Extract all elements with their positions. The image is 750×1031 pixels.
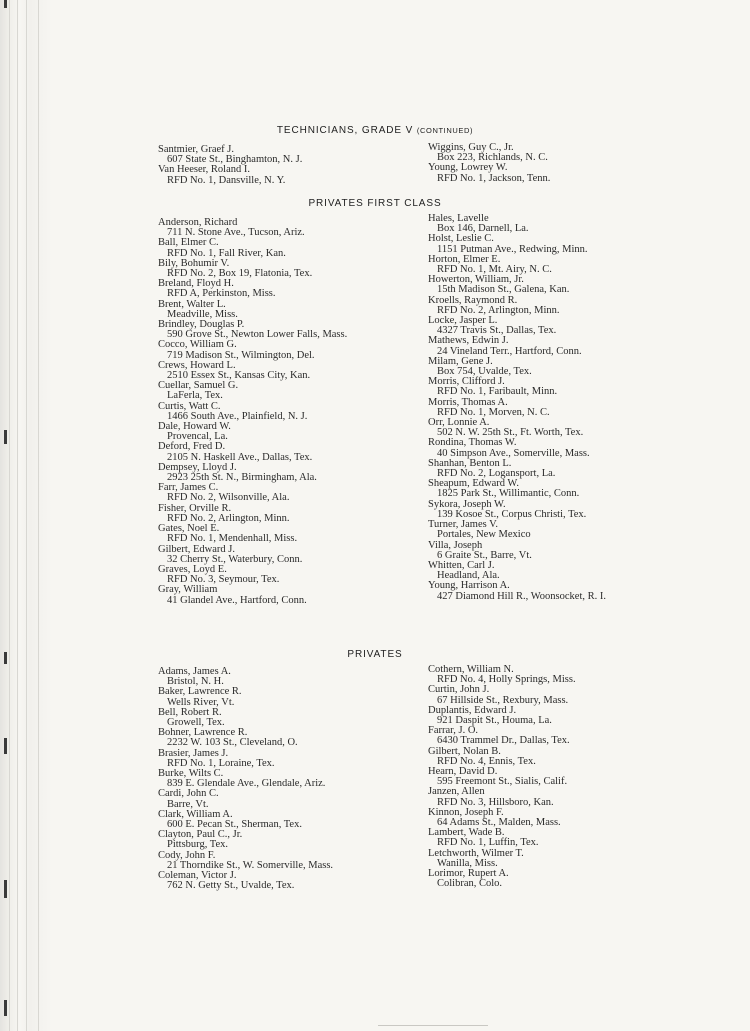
list-item [158, 789, 333, 809]
entry-address: 6430 Trammel Dr., Dallas, Tex. [437, 735, 570, 747]
entry-name: Dale, Howard W. [158, 421, 231, 433]
entry-address: 921 Daspit St., Houma, La. [437, 715, 552, 727]
entry-address: Box 223, Richlands, N. C. [437, 152, 548, 164]
entry-address: 2232 W. 103 St., Cleveland, O. [167, 737, 298, 749]
list-item [428, 561, 606, 581]
entry-name: Milam, Gene J. [428, 355, 493, 367]
list-item [158, 687, 333, 707]
list-item [158, 381, 347, 401]
entry-name: Morris, Clifford J. [428, 376, 505, 388]
entry-address: RFD A, Perkinston, Miss. [167, 288, 276, 300]
list-item [158, 728, 333, 748]
list-item [158, 667, 333, 687]
entry-name: Locke, Jasper L. [428, 315, 498, 327]
binding-line [9, 0, 10, 1031]
list-item [158, 340, 347, 360]
privates-title: PRIVATES [347, 649, 403, 660]
entry-address: LaFerla, Tex. [167, 390, 223, 402]
list-item [158, 524, 347, 544]
privates-right-column [428, 665, 576, 889]
technicians-right-column [428, 143, 550, 184]
pfc-left-column [158, 218, 347, 606]
binding-line [17, 0, 18, 1031]
list-item [428, 234, 606, 254]
entry-name: Kroells, Raymond R. [428, 294, 518, 306]
list-item [158, 545, 347, 565]
bottom-divider [378, 1025, 488, 1026]
entry-name: Young, Harrison A. [428, 580, 510, 592]
entry-address: RFD No. 1, Fall River, Kan. [167, 247, 286, 259]
entry-name: Farr, James C. [158, 482, 219, 494]
entry-address: RFD No. 4, Ennis, Tex. [437, 755, 536, 767]
entry-name: Deford, Fred D. [158, 441, 226, 453]
entry-address: 21 Thorndike St., W. Somerville, Mass. [167, 859, 334, 871]
entry-name: Cocco, William G. [158, 339, 237, 351]
entry-address: Barre, Vt. [167, 798, 209, 810]
entry-name: Van Heeser, Roland I. [158, 164, 251, 176]
entry-name: Cothern, William N. [428, 664, 514, 675]
entry-address: 1151 Putman Ave., Redwing, Minn. [437, 243, 588, 255]
page-binding-edge [0, 0, 52, 1031]
entry-name: Anderson, Richard [158, 217, 238, 228]
list-item [428, 357, 606, 377]
entry-name: Janzen, Allen [428, 786, 485, 798]
entry-address: 40 Simpson Ave., Somerville, Mass. [437, 447, 590, 459]
entry-address: RFD No. 1, Loraine, Tex. [167, 757, 275, 769]
list-item [428, 581, 606, 601]
entry-address: Wells River, Vt. [167, 696, 235, 708]
list-item [158, 483, 347, 503]
entry-address: RFD No. 1, Mt. Airy, N. C. [437, 264, 552, 276]
list-item [428, 418, 606, 438]
list-item [428, 808, 576, 828]
list-item [158, 218, 347, 238]
entry-address: RFD No. 2, Arlington, Minn. [437, 304, 560, 316]
list-item [428, 828, 576, 848]
entry-name: Duplantis, Edward J. [428, 704, 517, 716]
entry-address: RFD No. 2, Wilsonville, Ala. [167, 492, 290, 504]
entry-name: Gray, William [158, 584, 218, 596]
list-item [428, 747, 576, 767]
entry-address: Wanilla, Miss. [437, 857, 498, 869]
entry-address: RFD No. 1, Mendenhall, Miss. [167, 533, 298, 545]
entry-name: Adams, James A. [158, 666, 231, 677]
entry-address: 1466 South Ave., Plainfield, N. J. [167, 410, 308, 422]
entry-name: Hearn, David D. [428, 766, 498, 778]
entry-name: Coleman, Victor J. [158, 870, 237, 882]
entry-name: Bell, Robert R. [158, 706, 222, 718]
list-item [158, 402, 347, 422]
entry-address: 590 Grove St., Newton Lower Falls, Mass. [167, 329, 348, 341]
entry-address: 719 Madison St., Wilmington, Del. [167, 349, 315, 361]
entry-name: Cuellar, Samuel G. [158, 380, 239, 392]
entry-address: 67 Hillside St., Rexbury, Mass. [437, 694, 569, 706]
entry-name: Lambert, Wade B. [428, 827, 505, 839]
entry-address: Pittsburg, Tex. [167, 839, 229, 851]
list-item [158, 871, 333, 891]
list-item [428, 541, 606, 561]
list-item [428, 479, 606, 499]
list-item [428, 787, 576, 807]
list-item [158, 708, 333, 728]
entry-address: 32 Cherry St., Waterbury, Conn. [167, 553, 303, 565]
list-item [428, 377, 606, 397]
entry-address: Provencal, La. [167, 431, 228, 443]
entry-name: Sykora, Joseph W. [428, 498, 506, 510]
section-heading-privates-first-class [0, 198, 750, 209]
list-item [158, 442, 347, 462]
entry-name: Letchworth, Wilmer T. [428, 847, 524, 859]
entry-address: Portales, New Mexico [437, 529, 531, 541]
entry-name: Breland, Floyd H. [158, 278, 234, 290]
entry-address: 595 Freemont St., Sialis, Calif. [437, 776, 568, 788]
entry-name: Villa, Joseph [428, 539, 483, 551]
entry-name: Hales, Lavelle [428, 213, 489, 224]
entry-name: Whitten, Carl J. [428, 559, 495, 571]
list-item [158, 361, 347, 381]
binding-mark [4, 430, 7, 444]
entry-address: Bristol, N. H. [167, 676, 224, 688]
list-item [428, 275, 606, 295]
binding-mark [4, 738, 7, 754]
entry-address: 41 Glandel Ave., Hartford, Conn. [167, 594, 307, 606]
list-item [158, 279, 347, 299]
list-item [158, 463, 347, 483]
entry-address: Box 146, Darnell, La. [437, 223, 529, 235]
entry-name: Curtin, John J. [428, 684, 490, 696]
entry-address: RFD No. 2, Logansport, La. [437, 468, 556, 480]
entry-name: Kinnon, Joseph F. [428, 806, 504, 818]
entry-name: Farrar, J. O. [428, 725, 479, 737]
entry-address: RFD No. 2, Box 19, Flatonia, Tex. [167, 268, 313, 280]
list-item [428, 685, 576, 705]
binding-line [38, 0, 39, 1031]
entry-address: RFD No. 1, Faribault, Minn. [437, 386, 558, 398]
entry-name: Graves, Loyd E. [158, 563, 227, 575]
entry-name: Dempsey, Lloyd J. [158, 461, 237, 473]
entry-name: Cody, John F. [158, 849, 216, 861]
list-item [158, 165, 302, 185]
entry-name: Baker, Lawrence R. [158, 686, 242, 698]
section-heading-technicians [0, 125, 750, 136]
entry-address: 4327 Travis St., Dallas, Tex. [437, 325, 557, 337]
list-item [428, 143, 550, 163]
entry-name: Orr, Lonnie A. [428, 417, 490, 429]
entry-address: 6 Graite St., Barre, Vt. [437, 549, 532, 561]
entry-address: 839 E. Glendale Ave., Glendale, Ariz. [167, 778, 326, 790]
technicians-title: TECHNICIANS, GRADE V [276, 125, 414, 136]
entry-address: RFD No. 4, Holly Springs, Miss. [437, 674, 576, 686]
list-item [428, 163, 550, 183]
entry-name: Brasier, James J. [158, 747, 229, 759]
list-item [428, 869, 576, 889]
entry-name: Cardi, John C. [158, 788, 219, 800]
entry-address: 2923 25th St. N., Birmingham, Ala. [167, 472, 317, 484]
list-item [158, 300, 347, 320]
list-item [428, 316, 606, 336]
entry-name: Mathews, Edwin J. [428, 335, 509, 347]
entry-name: Fisher, Orville R. [158, 502, 232, 514]
list-item [428, 336, 606, 356]
entry-name: Crews, Howard L. [158, 359, 236, 371]
entry-name: Holst, Leslie C. [428, 233, 494, 245]
binding-mark [4, 0, 7, 8]
entry-name: Rondina, Thomas W. [428, 437, 517, 449]
entry-address: 64 Adams St., Malden, Mass. [437, 817, 561, 829]
entry-address: RFD No. 3, Hillsboro, Kan. [437, 796, 554, 808]
list-item [428, 438, 606, 458]
entry-name: Morris, Thomas A. [428, 396, 508, 408]
pfc-right-column [428, 214, 606, 602]
entry-address: 711 N. Stone Ave., Tucson, Ariz. [167, 227, 305, 239]
list-item [158, 238, 347, 258]
entry-address: 24 Vineland Terr., Hartford, Conn. [437, 345, 582, 357]
list-item [158, 259, 347, 279]
section-heading-privates [0, 649, 750, 660]
entry-address: 762 N. Getty St., Uvalde, Tex. [167, 880, 295, 892]
entry-name: Curtis, Watt C. [158, 400, 221, 412]
binding-line [26, 0, 27, 1031]
entry-address: Meadville, Miss. [167, 308, 238, 320]
entry-address: 502 N. W. 25th St., Ft. Worth, Tex. [437, 427, 584, 439]
entry-address: 600 E. Pecan St., Sherman, Tex. [167, 819, 302, 831]
list-item [428, 849, 576, 869]
entry-name: Gates, Noel E. [158, 523, 220, 535]
entry-name: Howerton, William, Jr. [428, 274, 524, 286]
binding-mark [4, 1000, 7, 1016]
list-item [158, 830, 333, 850]
list-item [428, 459, 606, 479]
entry-name: Horton, Elmer E. [428, 253, 501, 265]
list-item [158, 320, 347, 340]
entry-address: 427 Diamond Hill R., Woonsocket, R. I. [437, 590, 606, 602]
entry-name: Wiggins, Guy C., Jr. [428, 142, 514, 153]
entry-address: Colibran, Colo. [437, 878, 503, 890]
list-item [428, 500, 606, 520]
entry-name: Gilbert, Nolan B. [428, 745, 501, 757]
entry-name: Burke, Wilts C. [158, 768, 224, 780]
entry-address: 2510 Essex St., Kansas City, Kan. [167, 370, 311, 382]
entry-address: 139 Kosoe St., Corpus Christi, Tex. [437, 508, 587, 520]
entry-address: RFD No. 2, Arlington, Minn. [167, 512, 290, 524]
entry-name: Ball, Elmer C. [158, 237, 219, 249]
list-item [428, 706, 576, 726]
entry-address: 607 State St., Binghamton, N. J. [167, 154, 303, 166]
entry-address: RFD No. 1, Jackson, Tenn. [437, 172, 551, 184]
entry-name: Bohner, Lawrence R. [158, 727, 248, 739]
entry-address: Headland, Ala. [437, 570, 500, 582]
entry-address: 1825 Park St., Willimantic, Conn. [437, 488, 580, 500]
privates-left-column [158, 667, 333, 891]
entry-name: Bily, Bohumir V. [158, 257, 230, 269]
list-item [428, 255, 606, 275]
list-item [428, 767, 576, 787]
list-item [158, 585, 347, 605]
binding-mark [4, 880, 7, 898]
entry-name: Santmier, Graef J. [158, 144, 234, 155]
technicians-left-column [158, 145, 302, 186]
entry-name: Sheapum, Edward W. [428, 478, 519, 490]
entry-name: Clark, William A. [158, 808, 233, 820]
list-item [428, 726, 576, 746]
list-item [428, 398, 606, 418]
list-item [158, 145, 302, 165]
list-item [428, 665, 576, 685]
list-item [428, 296, 606, 316]
continued-label: (CONTINUED) [416, 126, 474, 135]
list-item [158, 749, 333, 769]
entry-address: 2105 N. Haskell Ave., Dallas, Tex. [167, 451, 313, 463]
entry-name: Brent, Walter L. [158, 298, 226, 310]
entry-address: Box 754, Uvalde, Tex. [437, 366, 532, 378]
list-item [158, 851, 333, 871]
entry-name: Brindley, Douglas P. [158, 319, 245, 331]
entry-name: Clayton, Paul C., Jr. [158, 829, 243, 841]
list-item [158, 504, 347, 524]
list-item [158, 769, 333, 789]
entry-name: Lorimor, Rupert A. [428, 868, 509, 880]
entry-name: Turner, James V. [428, 519, 498, 531]
list-item [158, 565, 347, 585]
entry-address: RFD No. 1, Dansville, N. Y. [167, 174, 286, 186]
list-item [428, 214, 606, 234]
entry-name: Shanhan, Benton L. [428, 457, 512, 469]
entry-name: Young, Lowrey W. [428, 162, 508, 174]
entry-name: Gilbert, Edward J. [158, 543, 235, 555]
list-item [428, 520, 606, 540]
list-item [158, 422, 347, 442]
entry-address: RFD No. 3, Seymour, Tex. [167, 574, 280, 586]
entry-address: Growell, Tex. [167, 717, 225, 729]
list-item [158, 810, 333, 830]
entry-address: RFD No. 1, Morven, N. C. [437, 406, 550, 418]
entry-address: 15th Madison St., Galena, Kan. [437, 284, 570, 296]
pfc-title: PRIVATES FIRST CLASS [308, 198, 442, 209]
entry-address: RFD No. 1, Luffin, Tex. [437, 837, 539, 849]
